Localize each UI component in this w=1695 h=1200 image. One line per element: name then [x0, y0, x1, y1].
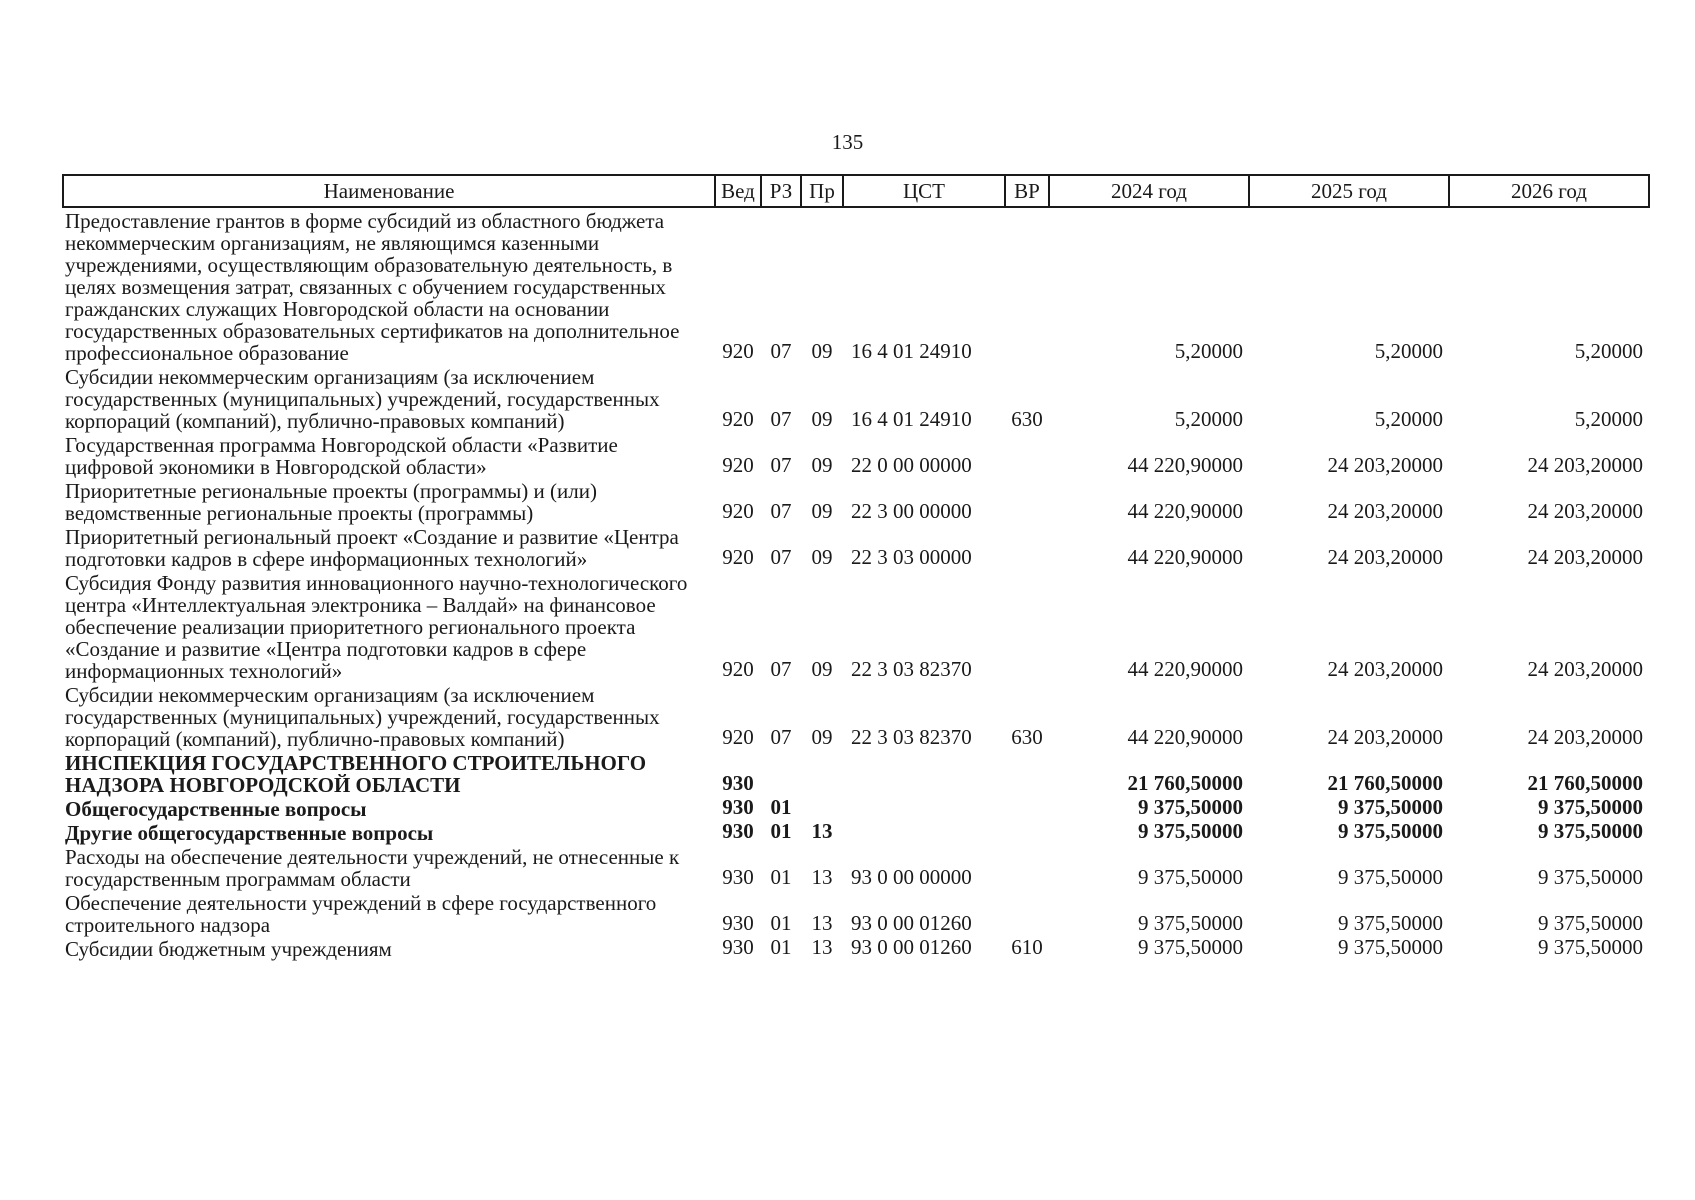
row-vr [1005, 750, 1049, 796]
table-row [63, 524, 1649, 570]
row-2024: 9 375,50000 [1138, 819, 1243, 843]
row-pr: 09 [811, 657, 833, 681]
row-pr [801, 750, 843, 796]
row-2025: 5,20000 [1374, 407, 1443, 431]
row-ved: 920 [722, 657, 754, 681]
row-rz: 01 [770, 865, 792, 889]
header-rz: РЗ [761, 175, 801, 207]
row-2026: 9 375,50000 [1538, 935, 1643, 959]
row-2025: 24 203,20000 [1327, 453, 1443, 477]
row-name: Приоритетный региональный проект «Создание и развитие «Центра подготовки кадров в сфере информационных технологий» [65, 525, 679, 571]
row-2024: 5,20000 [1174, 339, 1243, 363]
row-2026: 24 203,20000 [1527, 499, 1643, 523]
row-name: Приоритетные региональные проекты (программы) и (или) ведомственные региональные проекты (программы) [65, 479, 597, 525]
table-row [63, 570, 1649, 682]
row-name: Государственная программа Новгородской области «Развитие цифровой экономики в Новгородской области» [65, 433, 618, 479]
row-2025: 9 375,50000 [1338, 865, 1443, 889]
table-row [63, 682, 1649, 750]
row-2026: 9 375,50000 [1538, 795, 1643, 819]
row-pr: 09 [811, 499, 833, 523]
row-name: Предоставление грантов в форме субсидий из областного бюджета некоммерческим организациям, не являющимся казенными учреждениями, осуществляющим образовательную деятельность, в целях возмещения затрат, связанных с обучением государственных гражданских служащих Новгородской области на основании государственных образовательных сертификатов на дополнительное профессиональное образование [65, 209, 680, 365]
row-ved: 930 [722, 795, 754, 819]
row-rz: 07 [770, 339, 792, 363]
row-pr: 13 [811, 935, 833, 959]
row-ved: 920 [722, 453, 754, 477]
row-vr [1005, 432, 1049, 478]
row-cst: 22 3 03 00000 [851, 545, 972, 569]
header-vr: ВР [1005, 175, 1049, 207]
row-ved: 920 [722, 725, 754, 749]
row-ved: 930 [722, 819, 754, 843]
row-name: Субсидия Фонду развития инновационного научно-технологического центра «Интеллектуальная электроника – Валдай» на финансовое обеспечение реализации приоритетного регионального проекта «Создание и развитие «Центра подготовки кадров в сфере информационных технологий» [65, 571, 688, 683]
row-2025: 9 375,50000 [1338, 795, 1443, 819]
row-cst: 16 4 01 24910 [851, 407, 972, 431]
row-2026: 24 203,20000 [1527, 657, 1643, 681]
row-2026: 24 203,20000 [1527, 545, 1643, 569]
row-pr: 09 [811, 545, 833, 569]
row-rz: 01 [770, 819, 792, 843]
row-2024: 9 375,50000 [1138, 911, 1243, 935]
row-2026: 9 375,50000 [1538, 865, 1643, 889]
table-row [63, 936, 1649, 960]
row-2024: 21 760,50000 [1127, 771, 1243, 795]
row-name: Субсидии некоммерческим организациям (за исключением государственных (муниципальных) учреждений, государственных корпораций (компаний), публично-правовых компаний) [65, 365, 660, 433]
row-pr: 09 [811, 407, 833, 431]
row-cst: 22 3 03 82370 [851, 725, 972, 749]
row-name: Обеспечение деятельности учреждений в сфере государственного строительного надзора [65, 891, 657, 937]
row-rz: 01 [770, 795, 792, 819]
row-2025: 5,20000 [1374, 339, 1443, 363]
row-2024: 44 220,90000 [1127, 725, 1243, 749]
row-2024: 9 375,50000 [1138, 865, 1243, 889]
row-name: Другие общегосударственные вопросы [65, 821, 434, 845]
row-2026: 9 375,50000 [1538, 911, 1643, 935]
row-2025: 24 203,20000 [1327, 499, 1443, 523]
row-2024: 44 220,90000 [1127, 499, 1243, 523]
header-name: Наименование [63, 175, 715, 207]
row-pr: 13 [811, 865, 833, 889]
table-row [63, 820, 1649, 844]
row-2025: 21 760,50000 [1327, 771, 1443, 795]
row-2025: 9 375,50000 [1338, 911, 1443, 935]
row-cst: 93 0 00 01260 [851, 935, 972, 959]
row-cst [843, 750, 1005, 796]
row-ved: 920 [722, 339, 754, 363]
row-name: ИНСПЕКЦИЯ ГОСУДАРСТВЕННОГО СТРОИТЕЛЬНОГО НАДЗОРА НОВГОРОДСКОЙ ОБЛАСТИ [65, 751, 647, 797]
row-vr [1005, 796, 1049, 820]
table-row [63, 207, 1649, 364]
row-2025: 24 203,20000 [1327, 657, 1443, 681]
row-vr [1005, 570, 1049, 682]
row-vr [1005, 890, 1049, 936]
row-vr: 630 [1011, 407, 1043, 431]
table-row [63, 844, 1649, 890]
row-vr [1005, 820, 1049, 844]
row-vr [1005, 207, 1049, 364]
row-2024: 44 220,90000 [1127, 545, 1243, 569]
row-2025: 9 375,50000 [1338, 935, 1443, 959]
row-rz: 07 [770, 657, 792, 681]
row-2026: 5,20000 [1574, 407, 1643, 431]
row-name: Общегосударственные вопросы [65, 797, 367, 821]
row-cst [843, 796, 1005, 820]
row-cst: 22 0 00 00000 [851, 453, 972, 477]
row-rz: 07 [770, 453, 792, 477]
header-2024: 2024 год [1049, 175, 1249, 207]
row-vr: 610 [1011, 935, 1043, 959]
row-ved: 930 [722, 771, 754, 795]
header-ved: Вед [715, 175, 761, 207]
row-name: Расходы на обеспечение деятельности учреждений, не отнесенные к государственным программам области [65, 845, 680, 891]
row-ved: 920 [722, 407, 754, 431]
table-row [63, 478, 1649, 524]
row-vr [1005, 844, 1049, 890]
budget-table [62, 174, 1650, 960]
row-2024: 44 220,90000 [1127, 453, 1243, 477]
row-2024: 5,20000 [1174, 407, 1243, 431]
row-2024: 9 375,50000 [1138, 935, 1243, 959]
row-2026: 24 203,20000 [1527, 453, 1643, 477]
row-cst: 22 3 03 82370 [851, 657, 972, 681]
table-header-row [63, 175, 1649, 207]
row-2026: 9 375,50000 [1538, 819, 1643, 843]
row-rz [761, 750, 801, 796]
row-2026: 5,20000 [1574, 339, 1643, 363]
row-pr [801, 796, 843, 820]
row-rz: 07 [770, 545, 792, 569]
header-cst: ЦСТ [843, 175, 1005, 207]
row-ved: 930 [722, 935, 754, 959]
row-2025: 9 375,50000 [1338, 819, 1443, 843]
row-pr: 09 [811, 725, 833, 749]
row-vr [1005, 478, 1049, 524]
row-ved: 930 [722, 911, 754, 935]
row-name: Субсидии бюджетным учреждениям [65, 937, 392, 961]
table-row [63, 364, 1649, 432]
row-2026: 24 203,20000 [1527, 725, 1643, 749]
row-vr: 630 [1011, 725, 1043, 749]
row-cst: 93 0 00 00000 [851, 865, 972, 889]
row-pr: 09 [811, 339, 833, 363]
row-pr: 09 [811, 453, 833, 477]
row-cst: 93 0 00 01260 [851, 911, 972, 935]
row-pr: 13 [811, 819, 833, 843]
header-2025: 2025 год [1249, 175, 1449, 207]
table-row [63, 890, 1649, 936]
row-2024: 44 220,90000 [1127, 657, 1243, 681]
row-cst [843, 820, 1005, 844]
row-2025: 24 203,20000 [1327, 545, 1443, 569]
row-2024: 9 375,50000 [1138, 795, 1243, 819]
table-body [63, 207, 1649, 960]
row-ved: 920 [722, 499, 754, 523]
row-cst: 16 4 01 24910 [851, 339, 972, 363]
page-number: 135 [831, 130, 864, 154]
row-name: Субсидии некоммерческим организациям (за исключением государственных (муниципальных) учреждений, государственных корпораций (компаний), публично-правовых компаний) [65, 683, 660, 751]
row-cst: 22 3 00 00000 [851, 499, 972, 523]
row-rz: 07 [770, 725, 792, 749]
row-2025: 24 203,20000 [1327, 725, 1443, 749]
header-2026: 2026 год [1449, 175, 1649, 207]
row-rz: 01 [770, 935, 792, 959]
row-rz: 07 [770, 407, 792, 431]
row-vr [1005, 524, 1049, 570]
row-ved: 930 [722, 865, 754, 889]
row-pr: 13 [811, 911, 833, 935]
header-pr: Пр [801, 175, 843, 207]
row-rz: 01 [770, 911, 792, 935]
table-row [63, 796, 1649, 820]
table-row [63, 750, 1649, 796]
row-ved: 920 [722, 545, 754, 569]
table-row [63, 432, 1649, 478]
row-rz: 07 [770, 499, 792, 523]
row-2026: 21 760,50000 [1527, 771, 1643, 795]
